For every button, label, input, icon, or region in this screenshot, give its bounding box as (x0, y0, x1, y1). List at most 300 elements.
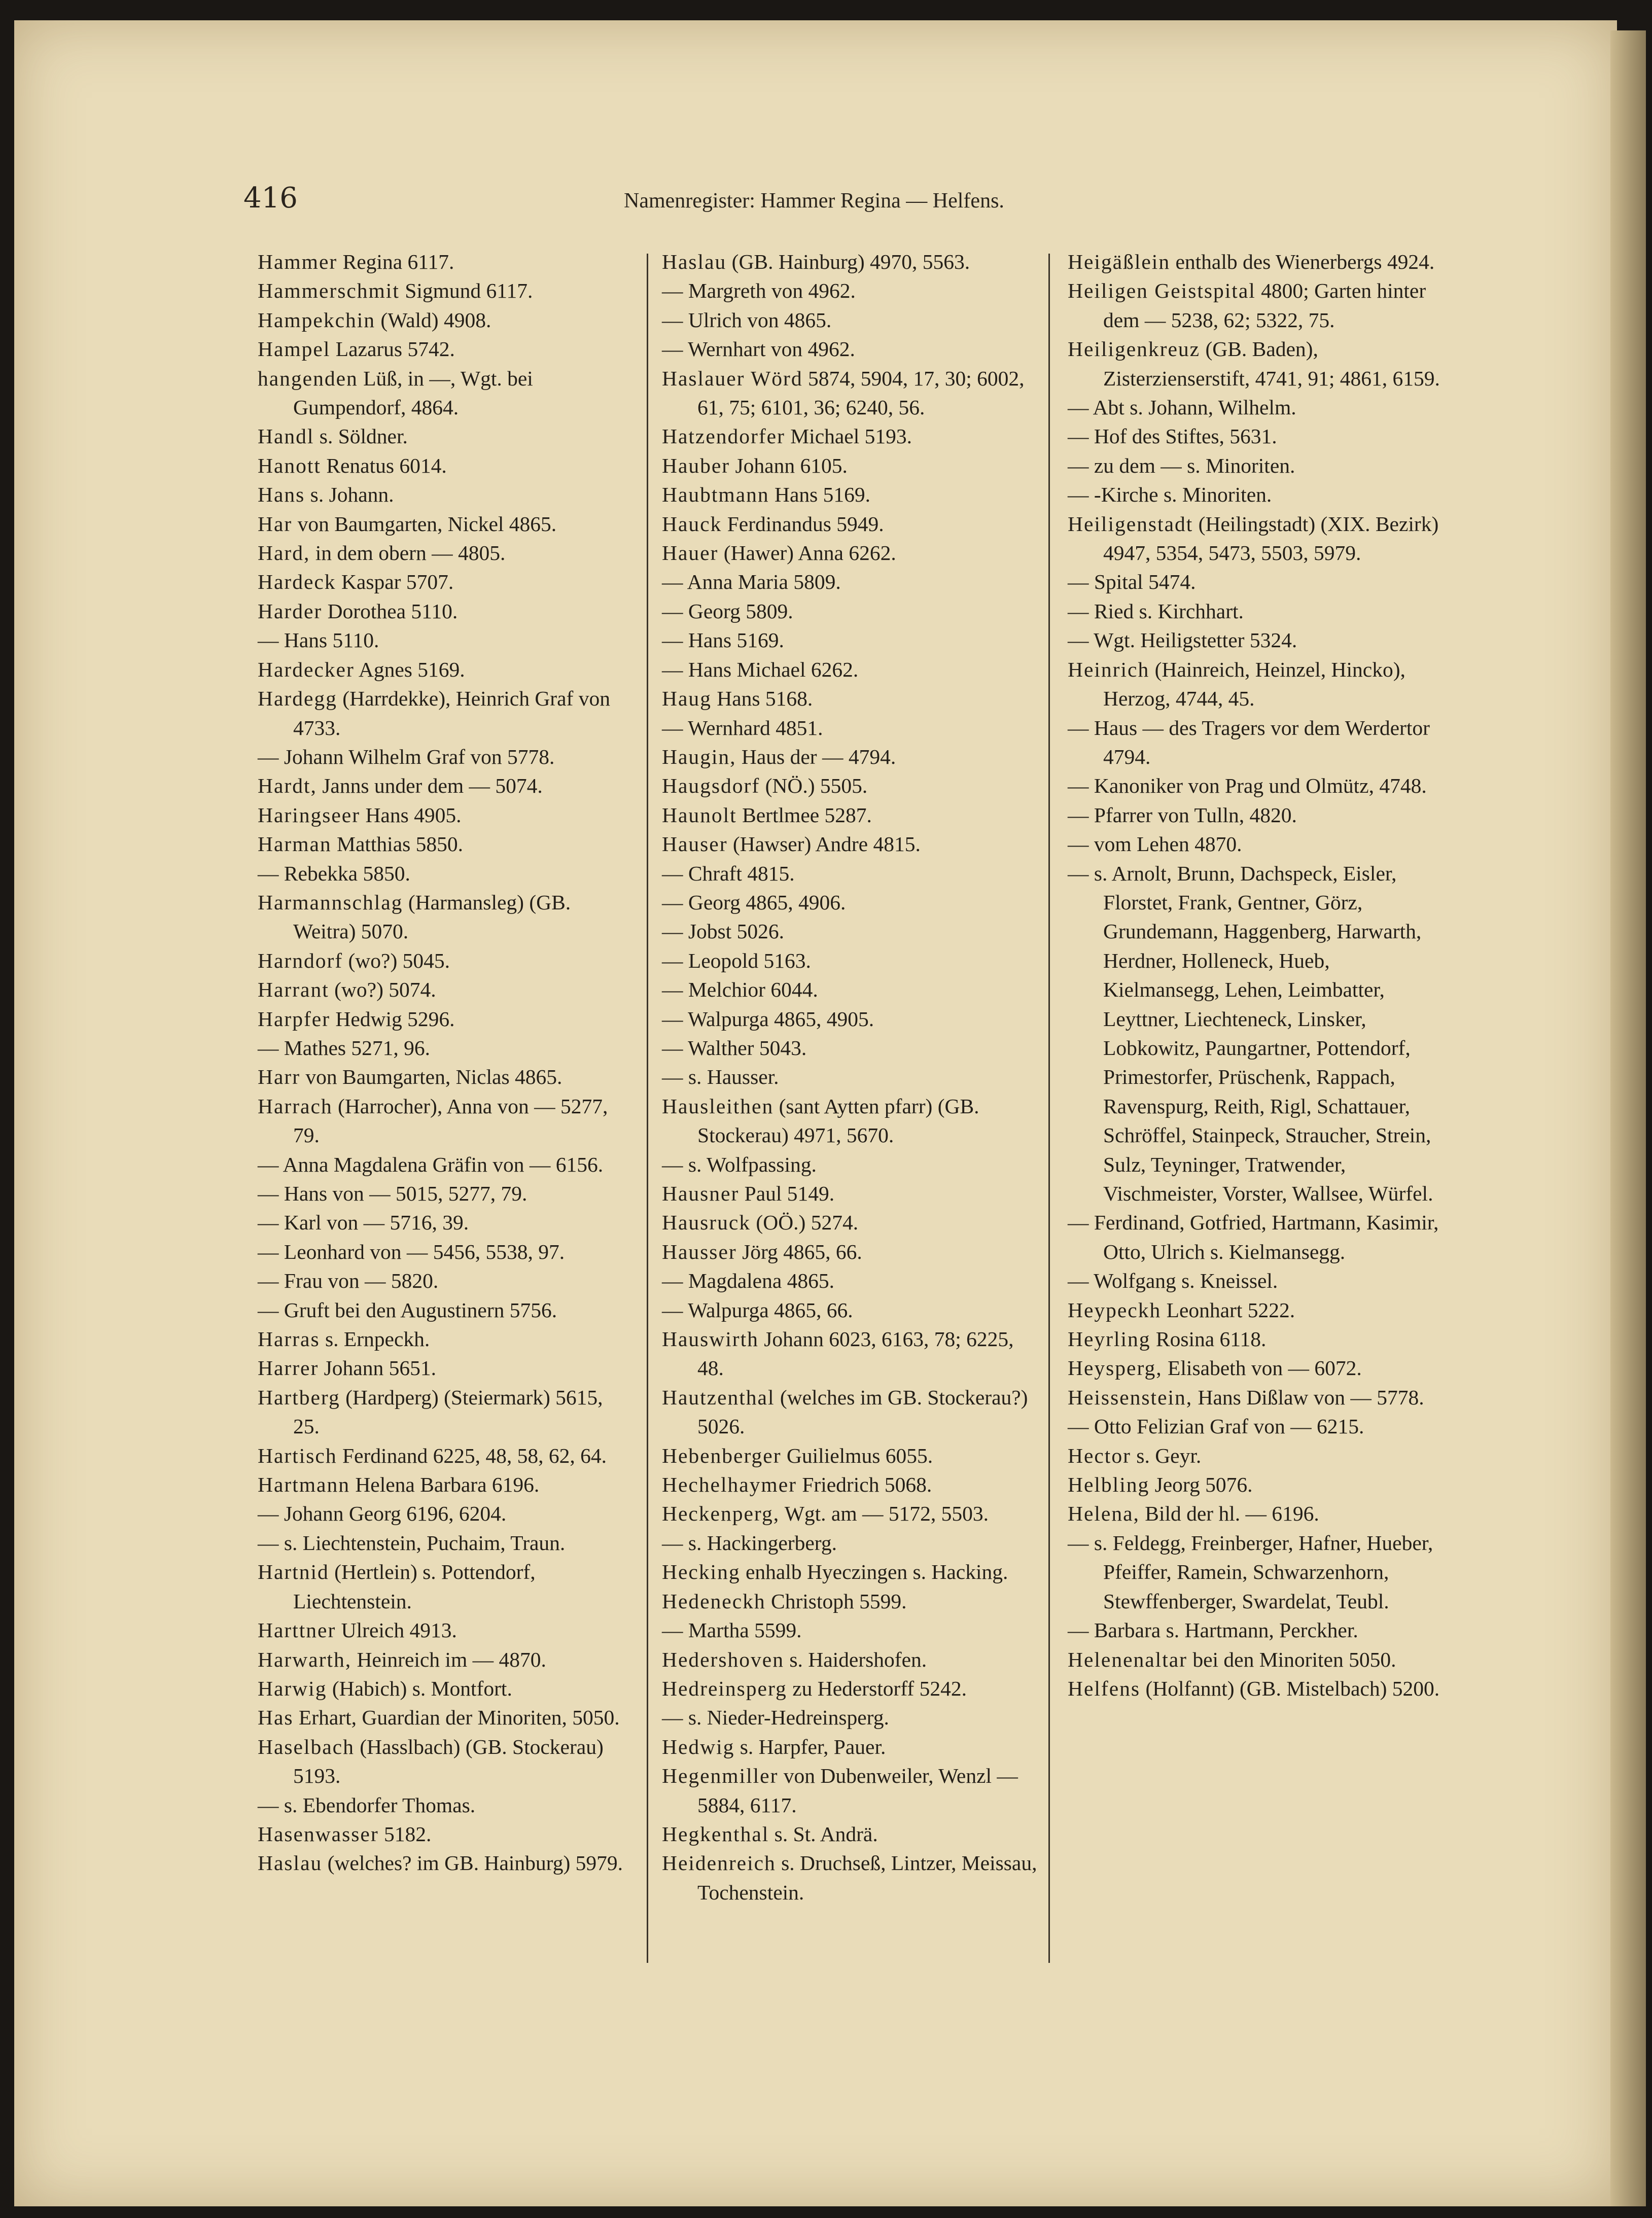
index-entry (662, 830, 1040, 859)
entry-text: — zu dem — s. Minoriten. (1068, 453, 1295, 477)
entry-text: — Hans von — 5015, 5277, 79. (258, 1182, 528, 1205)
entry-text: (Wald) 4908. (375, 308, 491, 332)
entry-headword: Heckenperg, (662, 1502, 780, 1526)
entry-headword: Hardegg (258, 687, 337, 711)
entry-text: Ferdinand 6225, 48, 58, 62, 64. (337, 1444, 607, 1467)
entry-text: (OÖ.) 5274. (751, 1211, 859, 1235)
entry-text: — Gruft bei den Augustinern 5756. (258, 1298, 557, 1322)
entry-text: s. Harpfer, Pauer. (734, 1735, 886, 1758)
entry-text: Bild der hl. — 6196. (1139, 1502, 1319, 1526)
index-entry (1068, 1354, 1440, 1383)
entry-text: Johann 5651. (319, 1356, 436, 1380)
entry-text: Helena Barbara 6196. (349, 1473, 540, 1497)
entry-text: — Wgt. Heiligstetter 5324. (1068, 628, 1297, 652)
entry-text: — Wernhard 4851. (662, 716, 823, 740)
entry-text: — Wolfgang s. Kneissel. (1068, 1269, 1278, 1293)
index-entry (258, 859, 631, 888)
book-spine-edge (1610, 30, 1646, 2206)
entry-text: — Spital 5474. (1068, 570, 1196, 594)
index-entry (662, 1441, 1040, 1470)
entry-text: — Hof des Stiftes, 5631. (1068, 425, 1277, 448)
index-entry (1068, 1266, 1440, 1295)
index-entry (662, 1063, 1040, 1092)
index-entry (1068, 422, 1440, 451)
entry-headword: Harrach (258, 1094, 333, 1118)
entry-text: — Melchior 6044. (662, 978, 818, 1002)
index-entry (258, 626, 631, 655)
entry-text: 5182. (378, 1822, 432, 1846)
entry-text: (Hardperg) (Steiermark) 5615, 25. (293, 1385, 603, 1438)
entry-text: von Baumgarten, Niclas 4865. (300, 1065, 563, 1089)
index-entry (662, 626, 1040, 655)
index-entry (1068, 451, 1440, 480)
entry-text: Elisabeth von — 6072. (1162, 1356, 1362, 1380)
index-entry (662, 1470, 1040, 1499)
index-entry (1068, 1499, 1440, 1528)
entry-headword: Hatzendorfer (662, 425, 785, 448)
entry-text: — Johann Georg 6196, 6204. (258, 1502, 507, 1526)
entry-headword: Hauber (662, 453, 730, 477)
entry-text: s. Ernpeckh. (320, 1327, 430, 1351)
index-column-2 (662, 248, 1040, 1907)
index-entry (662, 859, 1040, 888)
index-entry (662, 771, 1040, 800)
index-entry (1068, 1441, 1440, 1470)
index-entry (1068, 393, 1440, 422)
entry-text: — Mathes 5271, 96. (258, 1036, 431, 1060)
index-entry (258, 451, 631, 480)
entry-text: Hedwig 5296. (330, 1007, 455, 1031)
index-entry (1068, 801, 1440, 830)
index-entry (258, 1441, 631, 1470)
entry-text: — Hans Michael 6262. (662, 657, 859, 681)
entry-text: (Harmansleg) (GB. Weitra) 5070. (293, 890, 571, 943)
entry-headword: Hauck (662, 512, 722, 536)
index-entry (662, 975, 1040, 1004)
index-entry (662, 1238, 1040, 1266)
entry-text: s. Druchseß, Lintzer, Meissau, Tochenstein. (697, 1851, 1037, 1904)
entry-text: — Haus — des Tragers vor dem Werdertor 4794. (1068, 716, 1430, 768)
index-entry (1068, 1325, 1440, 1354)
entry-text: Lüß, in —, Wgt. bei Gumpendorf, 4864. (293, 366, 533, 419)
index-entry (662, 1849, 1040, 1907)
index-column-1 (258, 248, 631, 1878)
entry-text: — -Kirche s. Minoriten. (1068, 483, 1272, 507)
entry-text: — Abt s. Johann, Wilhelm. (1068, 396, 1296, 419)
index-entry (1068, 830, 1440, 859)
entry-headword: Helfens (1068, 1676, 1141, 1700)
entry-headword: Hammerschmit (258, 279, 400, 303)
entry-text: — vom Lehen 4870. (1068, 832, 1242, 856)
entry-text: zu Hederstorff 5242. (787, 1676, 967, 1700)
index-entry (258, 1208, 631, 1237)
index-entry (662, 1266, 1040, 1295)
entry-text: — Otto Felizian Graf von — 6215. (1068, 1415, 1364, 1438)
index-entry (1068, 1383, 1440, 1412)
entry-headword: Haslauer Wörd (662, 366, 803, 390)
index-entry (662, 1383, 1040, 1441)
entry-text: — s. Hackingerberg. (662, 1531, 837, 1555)
index-entry (258, 1325, 631, 1354)
entry-text: Michael 5193. (785, 425, 912, 448)
index-entry (662, 1762, 1040, 1820)
index-entry (258, 1820, 631, 1849)
entry-headword: Haugin, (662, 745, 736, 768)
index-entry (258, 655, 631, 684)
index-entry (258, 1674, 631, 1703)
entry-headword: Harpfer (258, 1007, 331, 1031)
index-entry (258, 975, 631, 1004)
entry-text: Bertlmee 5287. (736, 803, 872, 827)
entry-text: — Georg 4865, 4906. (662, 890, 846, 914)
entry-text: — s. Ebendorfer Thomas. (258, 1793, 476, 1817)
index-entry (1068, 1645, 1440, 1674)
entry-text: — s. Liechtenstein, Puchaim, Traun. (258, 1531, 566, 1555)
entry-headword: Hardt, (258, 774, 317, 798)
entry-text: — s. Hausser. (662, 1065, 779, 1089)
index-entry (662, 801, 1040, 830)
index-entry (662, 1703, 1040, 1732)
entry-headword: Hausser (662, 1240, 737, 1263)
entry-text: Hans Dißlaw von — 5778. (1192, 1385, 1424, 1409)
index-entry (662, 568, 1040, 596)
entry-headword: Heypeckh (1068, 1298, 1162, 1322)
entry-headword: Heiligen Geistspital (1068, 279, 1256, 303)
entry-text: — Georg 5809. (662, 599, 793, 623)
index-entry (258, 830, 631, 859)
entry-headword: Haubtmann (662, 483, 769, 507)
entry-headword: Harrer (258, 1356, 319, 1380)
entry-headword: Haslau (258, 1851, 323, 1875)
entry-text: (wo?) 5074. (329, 978, 436, 1002)
index-entry (1068, 1616, 1440, 1645)
entry-headword: Heiligenkreuz (1068, 337, 1201, 361)
entry-headword: Hecking (662, 1560, 741, 1584)
index-entry (662, 1092, 1040, 1150)
index-entry (662, 539, 1040, 568)
entry-text: s. Johann. (305, 483, 394, 507)
index-entry (1068, 568, 1440, 596)
entry-text: von Baumgarten, Nickel 4865. (292, 512, 557, 536)
index-entry (258, 1383, 631, 1441)
entry-text: — Leonhard von — 5456, 5538, 97. (258, 1240, 565, 1263)
entry-text: s. Haidershofen. (784, 1647, 927, 1671)
entry-text: Ulreich 4913. (336, 1618, 457, 1642)
index-entry (1068, 510, 1440, 568)
entry-headword: Hammer (258, 250, 338, 273)
index-entry (662, 1820, 1040, 1849)
entry-text: — Magdalena 4865. (662, 1269, 834, 1293)
entry-text: — s. Nieder-Hedreinsperg. (662, 1706, 889, 1730)
entry-headword: Hausruck (662, 1211, 751, 1235)
index-entry (662, 917, 1040, 946)
entry-text: Johann 6023, 6163, 78; 6225, 48. (697, 1327, 1014, 1380)
entry-text: 4800; Garten hinter dem — 5238, 62; 5322, 75. (1103, 279, 1426, 332)
entry-headword: Hasenwasser (258, 1822, 379, 1846)
entry-text: Friedrich 5068. (796, 1473, 932, 1497)
entry-text: (Harrdekke), Heinrich Graf von 4733. (293, 687, 610, 740)
entry-text: — Margreth von 4962. (662, 279, 856, 303)
index-entry (258, 364, 631, 423)
entry-headword: Haug (662, 687, 712, 711)
index-entry (258, 1558, 631, 1616)
index-entry (662, 335, 1040, 364)
entry-text: (GB. Hainburg) 4970, 5563. (726, 250, 970, 273)
entry-text: Renatus 6014. (321, 453, 447, 477)
entry-headword: Has (258, 1706, 294, 1730)
entry-text: Guilielmus 6055. (781, 1444, 933, 1467)
entry-text: Rosina 6118. (1150, 1327, 1267, 1351)
index-entry (258, 1005, 631, 1034)
entry-text: — Walpurga 4865, 66. (662, 1298, 853, 1322)
running-head: Namenregister: Hammer Regina — Helfens. (624, 189, 1004, 213)
entry-text: (Hainreich, Heinzel, Hincko), Herzog, 4744, 45. (1103, 657, 1405, 711)
entry-text: Hans 5168. (711, 687, 813, 711)
index-entry (258, 422, 631, 451)
index-entry (662, 1325, 1040, 1383)
index-entry (258, 1616, 631, 1645)
entry-text: Sigmund 6117. (399, 279, 533, 303)
entry-headword: Hanott (258, 453, 321, 477)
entry-headword: Hebenberger (662, 1444, 782, 1467)
entry-text: (Harrocher), Anna von — 5277, 79. (293, 1094, 608, 1147)
index-entry (662, 248, 1040, 276)
entry-text: Johann 6105. (730, 453, 848, 477)
entry-text: — Ferdinand, Gotfried, Hartmann, Kasimir, Otto, Ulrich s. Kielmansegg. (1068, 1211, 1439, 1263)
entry-text: s. St. Andrä. (769, 1822, 878, 1846)
entry-headword: Hauswirth (662, 1327, 759, 1351)
entry-headword: Harrant (258, 978, 329, 1002)
entry-text: — Chraft 4815. (662, 861, 795, 885)
entry-text: — Walpurga 4865, 4905. (662, 1007, 874, 1031)
entry-text: enhalb Hyeczingen s. Hacking. (740, 1560, 1008, 1584)
index-entry (1068, 1470, 1440, 1499)
entry-text: (Hasslbach) (GB. Stockerau) 5193. (293, 1735, 604, 1788)
index-entry (662, 1005, 1040, 1034)
index-entry (1068, 335, 1440, 393)
index-entry (258, 946, 631, 975)
entry-headword: Heinrich (1068, 657, 1150, 681)
index-entry (1068, 480, 1440, 509)
entry-headword: Hegkenthal (662, 1822, 769, 1846)
entry-headword: Helbling (1068, 1473, 1150, 1497)
entry-headword: Haslau (662, 250, 727, 273)
entry-text: Paul 5149. (739, 1182, 835, 1205)
index-entry (1068, 771, 1440, 800)
entry-text: — Jobst 5026. (662, 920, 784, 943)
index-entry (1068, 1296, 1440, 1325)
entry-headword: Harttner (258, 1618, 336, 1642)
entry-text: — s. Arnolt, Brunn, Dachspeck, Eisler, Florstet, Frank, Gentner, Görz, Grundemann, Haggenberg, Harwarth, Herdner, Holleneck, Hueb, Kielmansegg, Lehen, Leimbatter, Leyttner, Liechteneck, Linsker, Lobkowitz, Paungartner, Pottendorf, Primestorfer, Prüschenk, Rappach, Ravenspurg, Reith, Rigl, Schattauer, Schröffel, Stainpeck, Straucher, Strein, Sulz, Teyninger, Tratwender, Vischmeister, Vorster, Wallsee, Würfel. (1068, 861, 1433, 1205)
index-entry (662, 510, 1040, 539)
entry-text: — Johann Wilhelm Graf von 5778. (258, 745, 555, 768)
index-entry (662, 597, 1040, 626)
index-entry (258, 306, 631, 335)
index-entry (662, 655, 1040, 684)
entry-text: (Heilingstadt) (XIX. Bezirk) 4947, 5354, 5473, 5503, 5979. (1103, 512, 1439, 565)
index-entry (258, 597, 631, 626)
index-entry (258, 1849, 631, 1878)
index-entry (258, 1703, 631, 1732)
index-entry (258, 1470, 631, 1499)
entry-text: — Hans 5169. (662, 628, 784, 652)
entry-headword: Haugsdorf (662, 774, 760, 798)
entry-text: — Ulrich von 4865. (662, 308, 832, 332)
index-entry (1068, 626, 1440, 655)
index-entry (662, 1674, 1040, 1703)
entry-headword: Har (258, 512, 293, 536)
index-entry (1068, 1674, 1440, 1703)
index-entry (1068, 1208, 1440, 1266)
entry-headword: Hartnid (258, 1560, 329, 1584)
entry-headword: Hausner (662, 1182, 740, 1205)
entry-headword: Hauser (662, 832, 728, 856)
index-entry (258, 1063, 631, 1092)
entry-text: Matthias 5850. (331, 832, 464, 856)
index-entry (258, 1238, 631, 1266)
index-entry (258, 1499, 631, 1528)
index-entry (258, 1150, 631, 1179)
index-entry (662, 1529, 1040, 1558)
entry-headword: Hedeneckh (662, 1589, 766, 1613)
entry-headword: Harman (258, 832, 332, 856)
entry-text: bei den Minoriten 5050. (1187, 1647, 1396, 1671)
index-entry (1068, 859, 1440, 1209)
entry-text: (Habich) s. Montfort. (327, 1676, 512, 1700)
entry-headword: Hechelhaymer (662, 1473, 797, 1497)
index-entry (662, 1587, 1040, 1616)
entry-text: — Rebekka 5850. (258, 861, 410, 885)
entry-text: — s. Feldegg, Freinberger, Hafner, Hueber, Pfeiffer, Ramein, Schwarzenhorn, Stewffenberger, Swardelat, Teubl. (1068, 1531, 1433, 1613)
entry-headword: Harras (258, 1327, 320, 1351)
index-entry (662, 451, 1040, 480)
entry-text: — Wernhart von 4962. (662, 337, 855, 361)
entry-text: Lazarus 5742. (330, 337, 455, 361)
entry-text: Jeorg 5076. (1149, 1473, 1253, 1497)
entry-text: Ferdinandus 5949. (722, 512, 884, 536)
entry-text: (welches im GB. Stockerau?) 5026. (697, 1385, 1028, 1438)
entry-headword: Hauer (662, 541, 719, 565)
entry-headword: Hampekchin (258, 308, 376, 332)
entry-headword: Hartmann (258, 1473, 350, 1497)
entry-text: — Anna Maria 5809. (662, 570, 841, 594)
index-entry (258, 888, 631, 946)
entry-headword: Heyrling (1068, 1327, 1151, 1351)
index-entry (258, 1092, 631, 1150)
entry-text: — Karl von — 5716, 39. (258, 1211, 469, 1235)
entry-text: (NÖ.) 5505. (760, 774, 868, 798)
index-entry (662, 714, 1040, 743)
entry-text: (GB. Baden), Zisterzienserstift, 4741, 91; 4861, 6159. (1103, 337, 1440, 390)
index-entry (258, 248, 631, 276)
entry-text: Jörg 4865, 66. (736, 1240, 862, 1263)
entry-headword: Harndorf (258, 948, 343, 972)
entry-text: Haus der — 4794. (736, 745, 896, 768)
index-entry (662, 1733, 1040, 1762)
index-entry (258, 480, 631, 509)
entry-headword: Hartberg (258, 1385, 340, 1409)
index-entry (662, 1499, 1040, 1528)
entry-headword: Heidenreich (662, 1851, 776, 1875)
entry-text: Hans 5169. (769, 483, 871, 507)
index-entry (1068, 655, 1440, 714)
entry-headword: Hedershoven (662, 1647, 784, 1671)
index-entry (662, 888, 1040, 917)
entry-text: (wo?) 5045. (343, 948, 450, 972)
entry-text: s. Söldner. (314, 425, 408, 448)
index-entry (258, 1791, 631, 1820)
entry-text: in dem obern — 4805. (310, 541, 506, 565)
entry-headword: Harr (258, 1065, 301, 1089)
entry-text: Janns under dem — 5074. (317, 774, 543, 798)
entry-text: Heinreich im — 4870. (352, 1647, 546, 1671)
index-entry (258, 1296, 631, 1325)
index-entry (258, 1645, 631, 1674)
entry-text: — Hans 5110. (258, 628, 379, 652)
entry-headword: Haringseer (258, 803, 361, 827)
entry-headword: hangenden (258, 366, 358, 390)
index-entry (258, 743, 631, 771)
index-entry (258, 1354, 631, 1383)
index-entry (662, 1034, 1040, 1063)
index-entry (1068, 714, 1440, 772)
entry-text: Hans 4905. (360, 803, 462, 827)
entry-headword: Helenenaltar (1068, 1647, 1187, 1671)
entry-text: Kaspar 5707. (336, 570, 454, 594)
index-entry (662, 684, 1040, 713)
entry-headword: Harmannschlag (258, 890, 403, 914)
index-entry (662, 480, 1040, 509)
entry-headword: Harwarth, (258, 1647, 352, 1671)
entry-text: — Frau von — 5820. (258, 1269, 439, 1293)
entry-headword: Hans (258, 483, 305, 507)
entry-text: (sant Aytten pfarr) (GB. Stockerau) 4971, 5670. (697, 1094, 979, 1147)
index-entry (258, 771, 631, 800)
index-entry (258, 568, 631, 596)
entry-text: von Dubenweiler, Wenzl — 5884, 6117. (697, 1764, 1018, 1817)
column-rule-2 (1048, 254, 1050, 1963)
index-entry (258, 335, 631, 364)
entry-text: Wgt. am — 5172, 5503. (780, 1502, 989, 1526)
index-entry (258, 801, 631, 830)
index-entry (258, 1733, 631, 1791)
entry-text: Erhart, Guardian der Minoriten, 5050. (293, 1706, 620, 1730)
index-entry (662, 1645, 1040, 1674)
entry-headword: Heigäßlein (1068, 250, 1171, 273)
entry-text: — s. Wolfpassing. (662, 1152, 817, 1176)
entry-headword: Harder (258, 599, 323, 623)
entry-headword: Heissenstein, (1068, 1385, 1193, 1409)
index-entry (1068, 248, 1440, 276)
entry-headword: Helena, (1068, 1502, 1140, 1526)
entry-text: Regina 6117. (337, 250, 454, 273)
entry-text: Agnes 5169. (354, 657, 465, 681)
entry-headword: Hardeck (258, 570, 336, 594)
index-entry (1068, 597, 1440, 626)
entry-text: (Hertlein) s. Pottendorf, Liechtenstein. (293, 1560, 536, 1613)
entry-text: enthalb des Wienerbergs 4924. (1170, 250, 1435, 273)
column-rule-1 (647, 254, 648, 1963)
entry-headword: Haselbach (258, 1735, 355, 1758)
entry-headword: Hedreinsperg (662, 1676, 787, 1700)
index-entry (662, 1150, 1040, 1179)
index-entry (662, 946, 1040, 975)
entry-text: Dorothea 5110. (322, 599, 458, 623)
index-entry (258, 684, 631, 743)
index-entry (662, 1616, 1040, 1645)
index-entry (1068, 276, 1440, 335)
index-entry (662, 422, 1040, 451)
